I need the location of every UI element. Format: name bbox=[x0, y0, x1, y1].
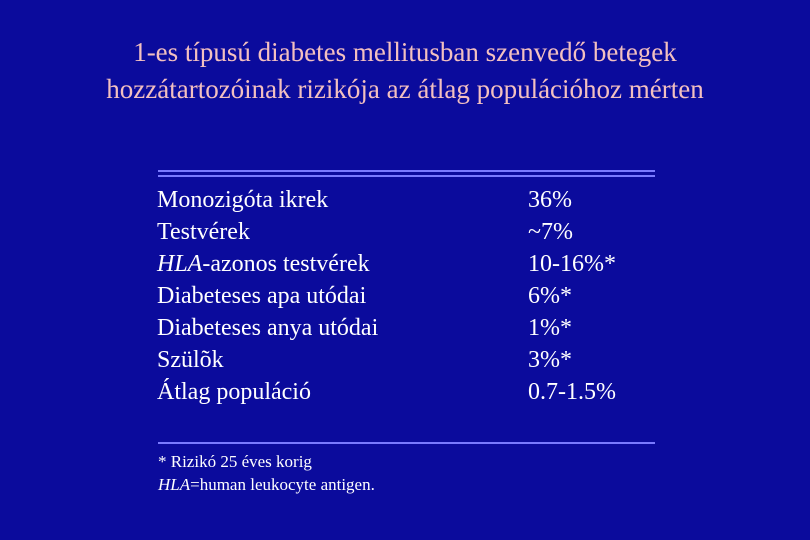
bottom-rule bbox=[158, 442, 655, 444]
table-row bbox=[157, 184, 677, 216]
row-value: 3%* bbox=[528, 347, 572, 373]
row-label bbox=[157, 248, 370, 280]
top-rule-line-upper bbox=[158, 170, 655, 172]
row-label: Átlag populáció bbox=[157, 379, 311, 405]
table-row bbox=[157, 216, 677, 248]
slide-title-line-2: hozzátartozóinak rizikója az átlag populációhoz mérten bbox=[106, 74, 704, 104]
row-label: Diabeteses apa utódai bbox=[157, 283, 367, 309]
top-double-rule bbox=[158, 170, 655, 177]
risk-table bbox=[157, 184, 677, 408]
table-row bbox=[157, 344, 677, 376]
table-row bbox=[157, 248, 677, 280]
table-row bbox=[157, 280, 677, 312]
row-label-rest: -azonos testvérek bbox=[202, 251, 370, 277]
footnote-risk-age: * Rizikó 25 éves korig bbox=[158, 452, 312, 471]
table-row bbox=[157, 312, 677, 344]
footnote-hla-rest: =human leukocyte antigen. bbox=[190, 475, 375, 494]
footnote bbox=[158, 450, 375, 496]
hla-abbreviation: HLA bbox=[158, 475, 191, 494]
row-label: Szülõk bbox=[157, 347, 224, 373]
slide-title bbox=[0, 34, 810, 108]
row-label: Diabeteses anya utódai bbox=[157, 315, 379, 341]
row-value: 0.7-1.5% bbox=[528, 379, 616, 405]
row-value: 36% bbox=[528, 187, 572, 213]
slide-title-line-1: 1-es típusú diabetes mellitusban szenvedő betegek bbox=[133, 37, 677, 67]
row-value: 10-16%* bbox=[528, 251, 616, 277]
row-value: 6%* bbox=[528, 283, 572, 309]
hla-abbreviation: HLA bbox=[157, 251, 203, 277]
table-row bbox=[157, 376, 677, 408]
row-label: Monozigóta ikrek bbox=[157, 187, 329, 213]
footnote-hla-definition bbox=[158, 473, 375, 496]
row-value: 1%* bbox=[528, 315, 572, 341]
top-rule-line-lower bbox=[158, 175, 655, 177]
row-value: ~7% bbox=[528, 219, 573, 245]
row-label: Testvérek bbox=[157, 219, 250, 245]
